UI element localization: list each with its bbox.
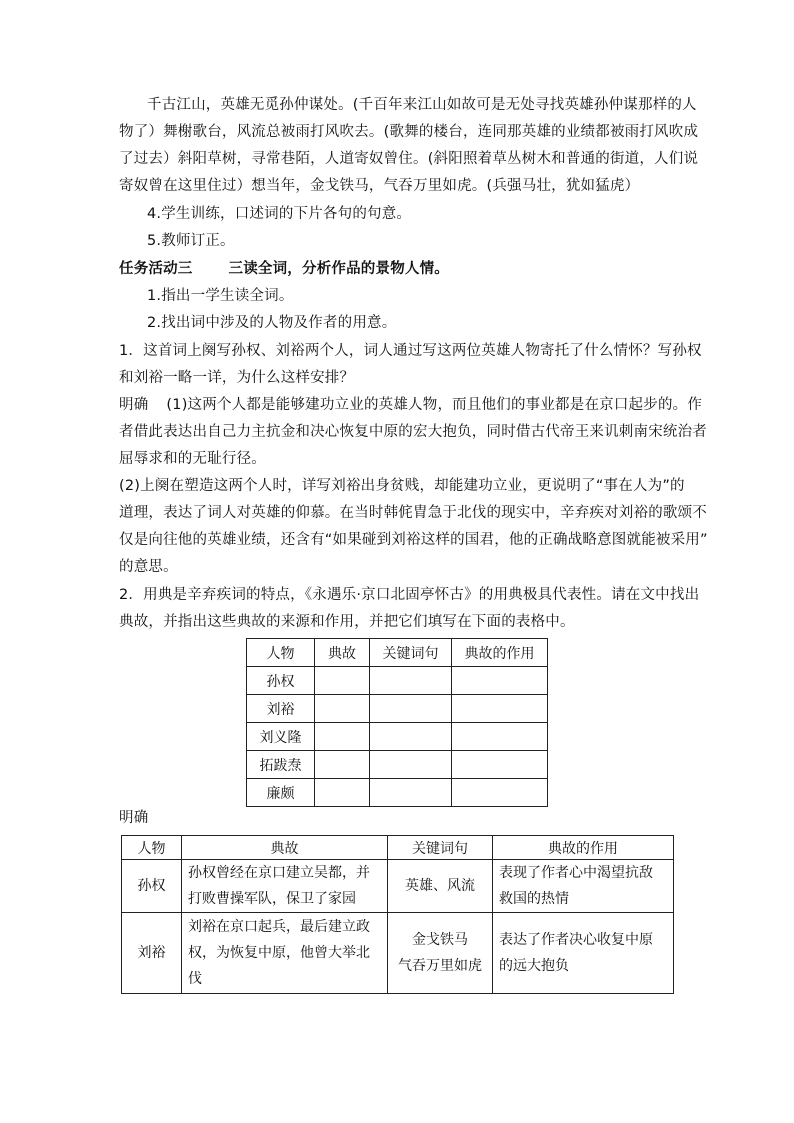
answer-2-line: 仅是向往他的英雄业绩，还含有“如果碰到刘裕这样的国君，他的正确战略意图就能被采用”	[119, 532, 708, 548]
blank-allusion-table	[246, 638, 548, 807]
task-heading	[119, 256, 679, 283]
table-header: 人物	[122, 836, 182, 860]
allusion-line: 打败曹操军队，保卫了家园	[188, 891, 356, 907]
answer-2-line: (2)上阕在塑造这两个人时，详写刘裕出身贫贱，却能建功立业，更说明了“事在人为”的	[119, 478, 685, 494]
person-cell: 孙权	[247, 667, 315, 695]
table-header: 典故	[182, 836, 388, 860]
table-header: 典故的作用	[452, 639, 548, 667]
table-row	[122, 913, 674, 994]
table-row	[247, 695, 548, 723]
table-header: 典故	[315, 639, 370, 667]
answer-2-line: 的意思。	[119, 559, 178, 575]
allusion-cell	[182, 913, 388, 994]
key-phrase-line: 气吞万里如虎	[398, 958, 482, 974]
answer-1-line	[119, 392, 703, 419]
empty-cell	[315, 667, 370, 695]
empty-cell	[370, 667, 452, 695]
person-cell: 廉颇	[247, 779, 315, 807]
key-phrase-cell	[388, 913, 493, 994]
empty-cell	[452, 751, 548, 779]
table-row	[247, 667, 548, 695]
effect-line: 表现了作者心中渴望抗敌	[499, 865, 653, 881]
empty-cell	[452, 779, 548, 807]
empty-cell	[370, 779, 452, 807]
paragraph-line: 千古江山，英雄无觅孙仲谋处。(千百年来江山如故可是无处寻找英雄孙仲谋那样的人	[147, 97, 697, 113]
empty-cell	[315, 723, 370, 751]
question-2-line: 典故，并指出这些典故的来源和作用，并把它们填写在下面的表格中。	[119, 614, 575, 630]
effect-cell	[493, 913, 674, 994]
table-header: 人物	[247, 639, 315, 667]
answer-text: (1)这两个人都是能够建功立业的英雄人物，而且他们的事业都是在京口起步的。作	[166, 397, 703, 413]
step-4: 4.学生训练，口述词的下片各句的句意。	[147, 206, 412, 222]
person-cell: 刘义隆	[247, 723, 315, 751]
allusion-cell	[182, 860, 388, 913]
table-row	[247, 751, 548, 779]
table-row	[247, 779, 548, 807]
key-phrase-cell	[388, 860, 493, 913]
paragraph-line: 寄奴曾在这里住过）想当年，金戈铁马，气吞万里如虎。(兵强马壮，犹如猛虎）	[119, 178, 640, 194]
person-cell: 刘裕	[122, 913, 182, 994]
person-cell: 拓跋焘	[247, 751, 315, 779]
effect-line: 的远大抱负	[499, 958, 569, 974]
allusion-line: 孙权曾经在京口建立吴都，并	[188, 865, 370, 881]
question-1-line: 和刘裕一略一详，为什么这样安排？	[119, 370, 355, 386]
empty-cell	[315, 751, 370, 779]
empty-cell	[452, 667, 548, 695]
empty-cell	[370, 723, 452, 751]
answer-1-line: 者借此表达出自己力主抗金和决心恢复中原的宏大抱负，同时借古代帝王来讥刺南宋统治者	[119, 424, 707, 440]
empty-cell	[452, 723, 548, 751]
allusion-line: 刘裕在京口起兵，最后建立政	[188, 919, 370, 935]
answer-1-line: 屈辱求和的无耻行径。	[119, 451, 266, 467]
key-phrase-line: 英雄、风流	[405, 878, 475, 894]
effect-line: 救国的热情	[499, 891, 569, 907]
task-label: 任务活动三	[119, 261, 193, 277]
paragraph-line: 了过去）斜阳草树，寻常巷陌，人道寄奴曾住。(斜阳照着草丛树木和普通的街道，人们说	[119, 151, 699, 167]
answer-3-label: 明确	[119, 810, 149, 826]
step-5: 5.教师订正。	[147, 233, 235, 249]
table-header: 典故的作用	[493, 836, 674, 860]
allusion-line: 伐	[188, 971, 202, 987]
task-step-2: 2.找出词中涉及的人物及作者的用意。	[147, 315, 397, 331]
task-title: 三读全词，分析作品的景物人情。	[228, 261, 449, 277]
empty-cell	[315, 779, 370, 807]
effect-line: 表达了作者决心收复中原	[499, 932, 653, 948]
empty-cell	[370, 695, 452, 723]
key-phrase-line: 金戈铁马	[412, 932, 468, 948]
empty-cell	[370, 751, 452, 779]
table-row	[122, 860, 674, 913]
allusion-line: 权，为恢复中原，他曾大举北	[188, 945, 370, 961]
effect-cell	[493, 860, 674, 913]
empty-cell	[315, 695, 370, 723]
table-header: 关键词句	[388, 836, 493, 860]
table-header-row	[122, 836, 674, 860]
answer-2-line: 道理，表达了词人对英雄的仰慕。在当时韩侂胄急于北伐的现实中，辛弃疾对刘裕的歌颂不	[119, 505, 707, 521]
person-cell: 刘裕	[247, 695, 315, 723]
answer-allusion-table	[121, 835, 674, 994]
person-cell: 孙权	[122, 860, 182, 913]
answer-label: 明确	[119, 397, 149, 413]
table-row	[247, 723, 548, 751]
question-1-line: 1．这首词上阕写孙权、刘裕两个人，词人通过写这两位英雄人物寄托了什么情怀？写孙权	[119, 343, 702, 359]
table-header-row	[247, 639, 548, 667]
empty-cell	[452, 695, 548, 723]
paragraph-line: 物了）舞榭歌台，风流总被雨打风吹去。(歌舞的楼台，连同那英雄的业绩都被雨打风吹成	[119, 124, 699, 140]
task-step-1: 1.指出一学生读全词。	[147, 288, 294, 304]
table-header: 关键词句	[370, 639, 452, 667]
question-2-line: 2．用典是辛弃疾词的特点，《永遇乐·京口北固亭怀古》的用典极具代表性。请在文中找出	[119, 587, 700, 603]
